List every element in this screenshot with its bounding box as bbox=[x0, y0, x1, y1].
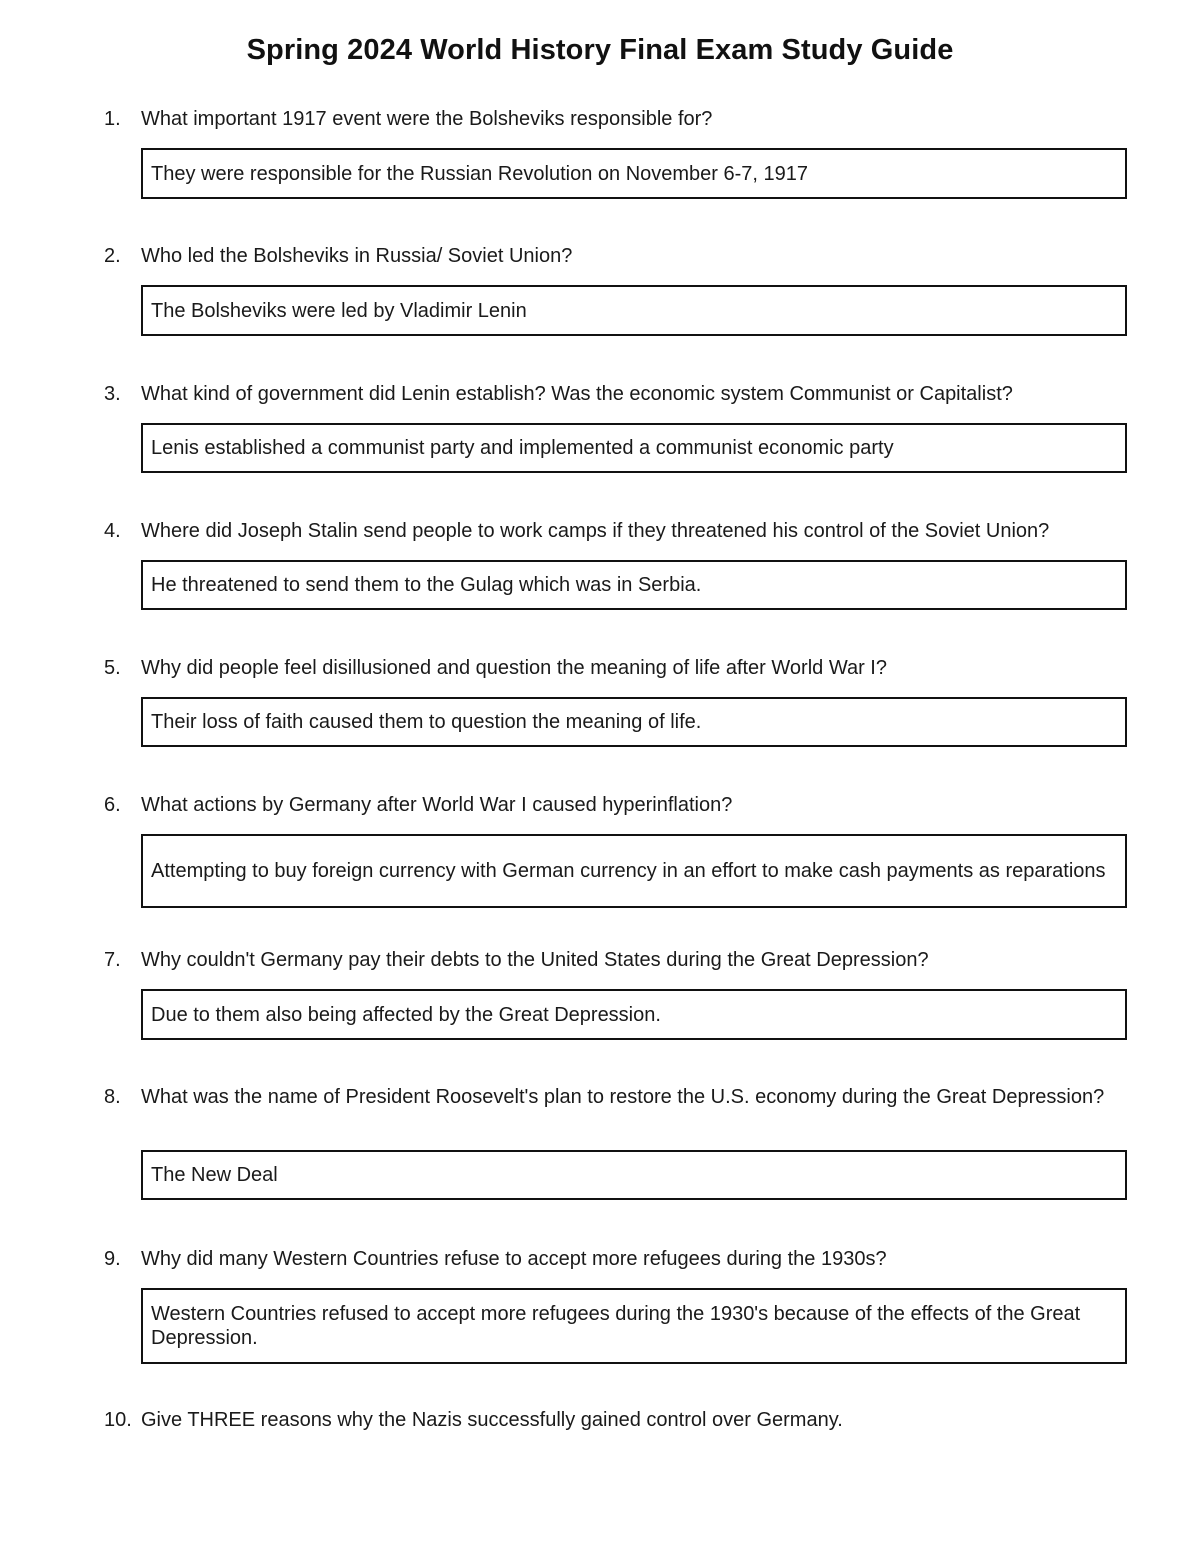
answer-field-2[interactable]: The Bolsheviks were led by Vladimir Lenin bbox=[141, 285, 1127, 336]
question-text: What kind of government did Lenin establish? Was the economic system Communist or Capitalist? bbox=[141, 383, 1013, 405]
question-8 bbox=[104, 1085, 1144, 1109]
question-10 bbox=[104, 1408, 1144, 1432]
question-9 bbox=[104, 1247, 1144, 1271]
question-4 bbox=[104, 519, 1144, 543]
question-number: 7. bbox=[104, 949, 121, 971]
question-text: What was the name of President Roosevelt's plan to restore the U.S. economy during the Great Depression? bbox=[141, 1086, 1105, 1108]
question-number: 4. bbox=[104, 520, 121, 542]
question-number: 5. bbox=[104, 657, 121, 679]
question-number: 1. bbox=[104, 108, 121, 130]
question-1 bbox=[104, 107, 1144, 131]
question-text: Why did people feel disillusioned and question the meaning of life after World War I? bbox=[141, 657, 887, 679]
question-5 bbox=[104, 656, 1144, 680]
question-6 bbox=[104, 793, 1144, 817]
answer-field-3[interactable]: Lenis established a communist party and implemented a communist economic party bbox=[141, 423, 1127, 473]
answer-field-4[interactable]: He threatened to send them to the Gulag which was in Serbia. bbox=[141, 560, 1127, 610]
question-3 bbox=[104, 382, 1144, 406]
page-title: Spring 2024 World History Final Exam Study Guide bbox=[246, 34, 954, 66]
question-text: Why couldn't Germany pay their debts to the United States during the Great Depression? bbox=[141, 949, 929, 971]
question-text: Why did many Western Countries refuse to accept more refugees during the 1930s? bbox=[141, 1248, 887, 1270]
question-text: Where did Joseph Stalin send people to work camps if they threatened his control of the Soviet Union? bbox=[141, 520, 1050, 542]
question-text: What actions by Germany after World War I caused hyperinflation? bbox=[141, 794, 733, 816]
question-2 bbox=[104, 244, 1144, 268]
answer-field-8[interactable]: The New Deal bbox=[141, 1150, 1127, 1200]
question-number: 3. bbox=[104, 383, 121, 405]
answer-field-7[interactable]: Due to them also being affected by the Great Depression. bbox=[141, 989, 1127, 1040]
question-number: 8. bbox=[104, 1086, 121, 1108]
question-number: 6. bbox=[104, 794, 121, 816]
answer-field-5[interactable]: Their loss of faith caused them to question the meaning of life. bbox=[141, 697, 1127, 747]
question-number: 2. bbox=[104, 245, 121, 267]
question-text: Who led the Bolsheviks in Russia/ Soviet Union? bbox=[141, 245, 573, 267]
answer-field-6[interactable]: Attempting to buy foreign currency with German currency in an effort to make cash payments as reparations bbox=[141, 834, 1127, 908]
answer-field-9[interactable]: Western Countries refused to accept more refugees during the 1930's because of the effects of the Great Depression. bbox=[141, 1288, 1127, 1364]
question-text: Give THREE reasons why the Nazis successfully gained control over Germany. bbox=[141, 1409, 843, 1431]
question-7 bbox=[104, 948, 1144, 972]
answer-field-1[interactable]: They were responsible for the Russian Revolution on November 6-7, 1917 bbox=[141, 148, 1127, 199]
question-number: 9. bbox=[104, 1248, 121, 1270]
question-text: What important 1917 event were the Bolsheviks responsible for? bbox=[141, 108, 713, 130]
question-number: 10. bbox=[104, 1409, 132, 1431]
